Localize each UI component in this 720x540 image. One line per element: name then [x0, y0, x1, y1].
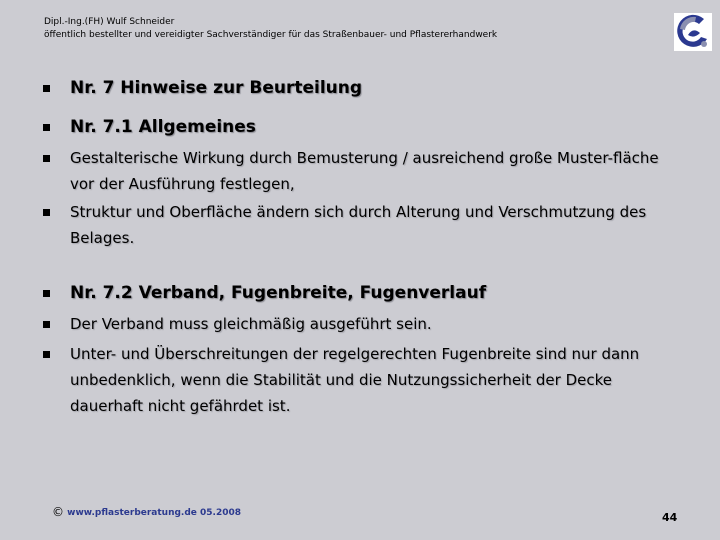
- header-name: Dipl.-Ing.(FH) Wulf Schneider: [44, 17, 175, 27]
- section-heading: Nr. 7.2 Verband, Fugenbreite, Fugenverlauf: [70, 283, 487, 303]
- footer-text: www.pflasterberatung.de 05.2008: [67, 508, 242, 518]
- bullet-icon: [43, 124, 50, 131]
- list-item-text: Gestalterische Wirkung durch Bemusterung / ausreichend große Muster-fläche vor der Ausführung festlegen,: [70, 149, 659, 193]
- bullet-icon: [43, 209, 50, 216]
- section-heading: Nr. 7 Hinweise zur Beurteilung: [70, 78, 363, 98]
- slide-footer: [52, 505, 241, 519]
- bullet-icon: [43, 321, 50, 328]
- bullet-icon: [43, 351, 50, 358]
- bullet-icon: [43, 155, 50, 162]
- section-heading: Nr. 7.1 Allgemeines: [70, 117, 256, 137]
- header-title: öffentlich bestellter und vereidigter Sachverständiger für das Straßenbauer- und Pflastererhandwerk: [44, 30, 498, 40]
- company-logo-icon: [674, 13, 712, 51]
- page-number: 44: [662, 511, 678, 524]
- list-item-text: Struktur und Oberfläche ändern sich durch Alterung und Verschmutzung des Belages.: [70, 203, 647, 247]
- copyright-symbol: ©: [52, 505, 64, 519]
- list-item-text: Der Verband muss gleichmäßig ausgeführt sein.: [70, 315, 432, 333]
- bullet-icon: [43, 290, 50, 297]
- slide-header: [44, 16, 497, 42]
- bullet-icon: [43, 85, 50, 92]
- list-item-text: Unter- und Überschreitungen der regelgerechten Fugenbreite sind nur dann unbedenklich, wenn die Stabilität und die Nutzungssicherheit der Decke dauerhaft nicht gefährdet ist.: [70, 345, 640, 415]
